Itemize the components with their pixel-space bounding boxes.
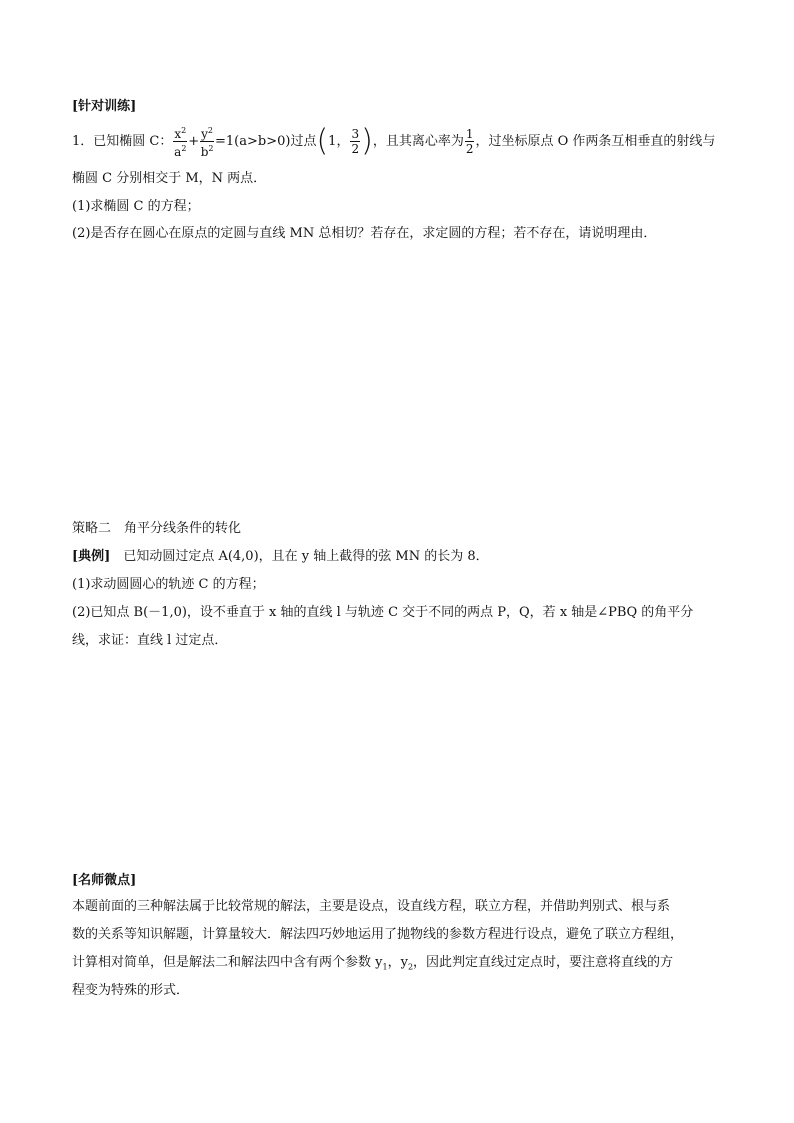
problem-1-line-1: [72, 124, 715, 159]
example-line: [72, 548, 489, 566]
left-paren: (: [316, 123, 329, 159]
point-x: 1，: [328, 133, 350, 149]
example-question-2-line-1: (2)已知点 B(－1,0)，设不垂直于 x 轴的直线 l 与轨迹 C 交于不同的两点 P，Q，若 x 轴是∠PBQ 的角平分: [72, 605, 694, 620]
eccentricity-fraction: $\frac{1}{2}$: [465, 127, 474, 156]
right-paren: ): [361, 123, 373, 159]
example-tag: [典例]: [72, 549, 111, 564]
strategy-title: 策略二 角平分线条件的转化: [72, 521, 242, 536]
point-y-fraction: $\frac{3}{2}$: [351, 127, 360, 156]
example-question-2-line-2: 线，求证：直线 l 过定点．: [72, 633, 228, 648]
tip-line-4: 程变为特殊的形式．: [72, 983, 190, 998]
problem-1-question-1: (1)求椭圆 C 的方程；: [72, 199, 200, 214]
problem-1-question-2: (2)是否存在圆心在原点的定圆与直线 MN 总相切？若存在，求定圆的方程；若不存在，请说明理由．: [72, 226, 657, 241]
ellipse-condition: =1(a>b>0)过点: [215, 134, 317, 149]
example-question-1: (1)求动圆圆心的轨迹 C 的方程；: [72, 577, 265, 592]
problem-1-line-2: 椭圆 C 分别相交于 M，N 两点．: [72, 171, 267, 186]
tip-header: [名师微点]: [72, 873, 137, 888]
tip-line-3: 计算相对简单，但是解法二和解法四中含有两个参数 $y_1$，$y_2$，因此判定直线过定点时，要注意将直线的方: [72, 955, 674, 972]
plus-sign: +: [188, 134, 200, 149]
training-header: [针对训练]: [72, 99, 137, 114]
eccentricity-lead: ，且其离心率为: [372, 134, 464, 149]
tip-line-2: 数的关系等知识解题，计算量较大．解法四巧妙地运用了抛物线的参数方程进行设点，避免了联立方程组，: [72, 927, 684, 942]
problem-1-lead: 1．已知椭圆 C：: [72, 134, 173, 149]
ellipse-x-fraction: $\frac{x^2}{a^2}$: [174, 126, 187, 159]
tip-line-1: 本题前面的三种解法属于比较常规的解法，主要是设点，设直线方程，联立方程，并借助判别式、根与系: [72, 899, 671, 914]
ellipse-y-fraction: $\frac{y^2}{b^2}$: [200, 126, 214, 159]
example-text: 已知动圆过定点 A(4,0)，且在 y 轴上截得的弦 MN 的长为 8．: [110, 549, 489, 564]
problem-1-tail: ，过坐标原点 O 作两条互相垂直的射线与: [475, 134, 716, 149]
